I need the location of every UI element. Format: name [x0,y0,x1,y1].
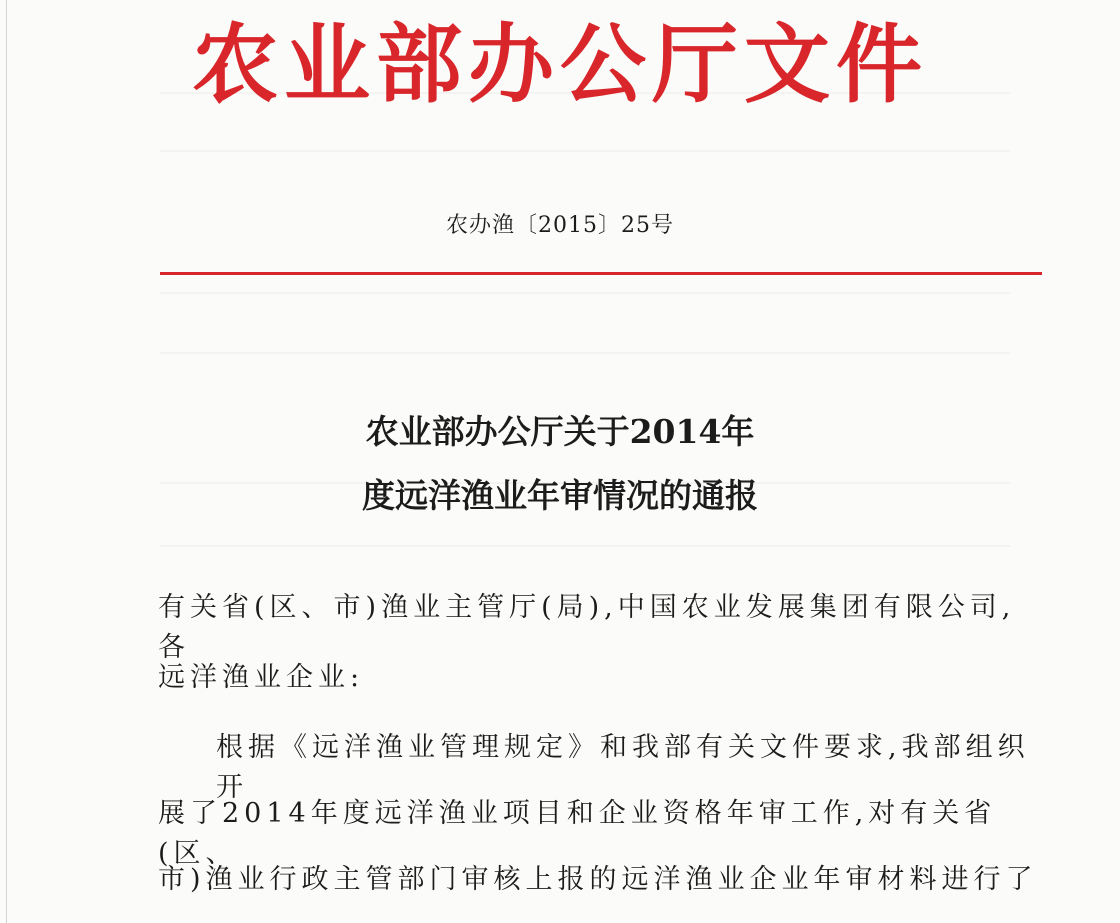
bleed-through-line [160,150,1010,152]
salutation-line: 有关省(区、市)渔业主管厅(局),中国农业发展集团有限公司,各 [158,592,1016,663]
paragraph-line: 根据《远洋渔业管理规定》和我部有关文件要求,我部组织开 [216,732,1030,803]
bleed-through-line [160,545,1010,547]
bleed-through-line [160,352,1010,354]
body-paragraph [158,728,1038,923]
bleed-through-line [160,292,1010,294]
paragraph-line: 市)渔业行政主管部门审核上报的远洋渔业企业年审材料进行了 [158,864,1038,895]
salutation-line: 远洋渔业企业: [158,662,365,693]
document-number: 农办渔〔2015〕25号 [446,213,674,238]
document-title [0,400,1120,528]
document-title-line: 度远洋渔业年审情况的通报 [362,476,758,515]
paragraph-line: 展了2014年度远洋渔业项目和企业资格年审工作,对有关省(区、 [158,798,997,869]
document-header-title: 农业部办公厅文件 [192,15,928,115]
document-title-line: 农业部办公厅关于2014年 [365,412,755,451]
red-divider-rule [160,272,1042,275]
salutation [158,588,1038,728]
